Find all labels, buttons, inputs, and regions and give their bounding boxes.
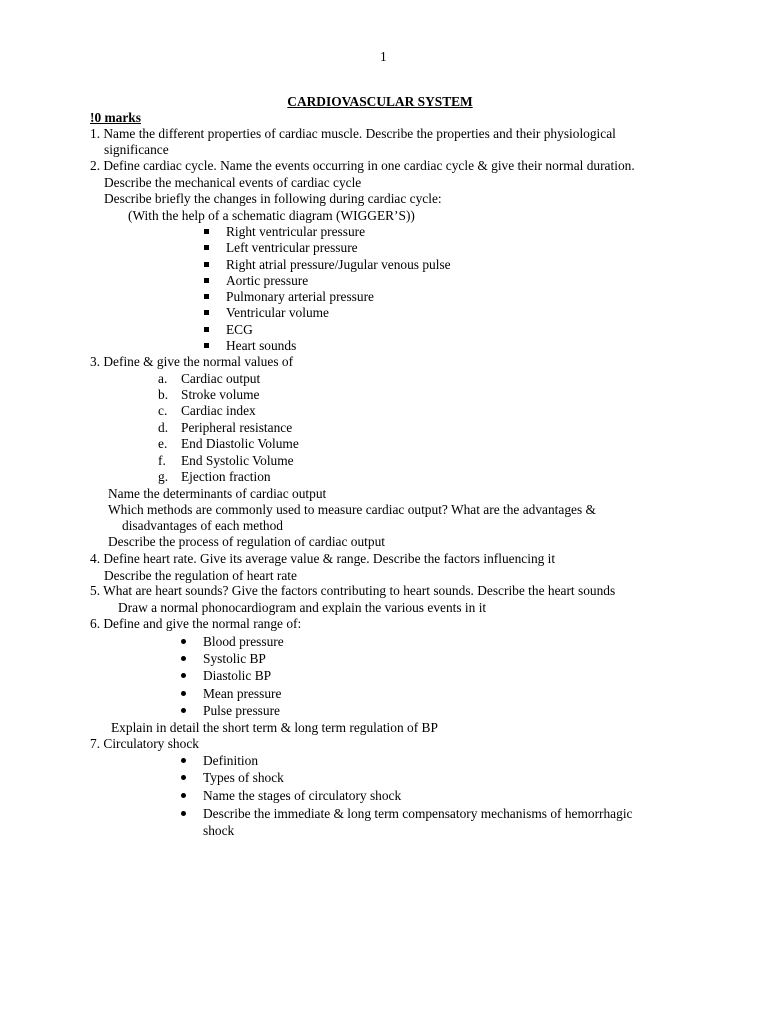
list-item bbox=[203, 770, 284, 786]
list-item bbox=[203, 668, 271, 684]
list-item-text: End Diastolic Volume bbox=[181, 436, 299, 451]
q3-line2: Name the determinants of cardiac output bbox=[108, 486, 327, 501]
q3-line3: Which methods are commonly used to measure cardiac output? What are the advantages & bbox=[108, 502, 596, 517]
marks-heading: !0 marks bbox=[90, 110, 141, 125]
list-item-text: Stroke volume bbox=[181, 387, 260, 402]
list-item bbox=[203, 806, 632, 822]
list-item-text: ECG bbox=[226, 322, 253, 337]
square-bullet-icon bbox=[204, 245, 209, 250]
list-item bbox=[226, 273, 308, 289]
list-item bbox=[203, 686, 281, 702]
square-bullet-icon bbox=[204, 229, 209, 234]
square-bullet-icon bbox=[204, 294, 209, 299]
round-bullet-icon bbox=[181, 793, 186, 798]
list-item-text: Describe the immediate & long term compensatory mechanisms of hemorrhagic bbox=[203, 806, 633, 821]
q1-line1: 1. Name the different properties of cardiac muscle. Describe the properties and their physiological bbox=[90, 126, 616, 141]
square-bullet-icon bbox=[204, 343, 209, 348]
list-item-text: Definition bbox=[203, 753, 259, 768]
round-bullet-icon bbox=[181, 811, 186, 816]
list-item bbox=[203, 634, 284, 650]
list-item-letter: e. bbox=[158, 436, 168, 451]
round-bullet-icon bbox=[181, 639, 186, 644]
list-item bbox=[226, 305, 329, 321]
list-item bbox=[226, 240, 358, 256]
list-item bbox=[226, 257, 451, 273]
list-item-text: Cardiac output bbox=[181, 371, 261, 386]
list-item-letter: b. bbox=[158, 387, 169, 402]
round-bullet-icon bbox=[181, 656, 186, 661]
q2-line1: 2. Define cardiac cycle. Name the events occurring in one cardiac cycle & give their normal duration. bbox=[90, 158, 635, 173]
list-item-text: Blood pressure bbox=[203, 634, 284, 649]
q6-line1: 6. Define and give the normal range of: bbox=[90, 616, 302, 631]
list-item bbox=[158, 403, 256, 419]
list-item-text: Mean pressure bbox=[203, 686, 282, 701]
list-item-text: Right ventricular pressure bbox=[226, 224, 366, 239]
q7-line1: 7. Circulatory shock bbox=[90, 736, 199, 751]
list-item bbox=[226, 289, 374, 305]
q4-line1: 4. Define heart rate. Give its average value & range. Describe the factors influencing it bbox=[90, 551, 556, 566]
list-item bbox=[158, 436, 299, 452]
q3-line5: Describe the process of regulation of cardiac output bbox=[108, 534, 386, 549]
round-bullet-icon bbox=[181, 758, 186, 763]
list-item bbox=[158, 420, 293, 436]
q4-line2: Describe the regulation of heart rate bbox=[104, 568, 297, 583]
q6-line2: Explain in detail the short term & long term regulation of BP bbox=[111, 720, 438, 735]
q2-line2: Describe the mechanical events of cardiac cycle bbox=[104, 175, 362, 190]
square-bullet-icon bbox=[204, 327, 209, 332]
square-bullet-icon bbox=[204, 262, 209, 267]
round-bullet-icon bbox=[181, 708, 186, 713]
list-item-text: Cardiac index bbox=[181, 403, 256, 418]
list-item-text: Pulse pressure bbox=[203, 703, 280, 718]
list-item bbox=[226, 338, 296, 354]
list-item-letter: f. bbox=[158, 453, 166, 468]
list-item bbox=[158, 371, 261, 387]
list-item-text: Diastolic BP bbox=[203, 668, 272, 683]
list-item bbox=[203, 703, 280, 719]
list-item bbox=[203, 788, 401, 804]
list-item-letter: d. bbox=[158, 420, 169, 435]
list-item bbox=[226, 224, 365, 240]
q5-line1: 5. What are heart sounds? Give the factors contributing to heart sounds. Describe the heart sounds bbox=[90, 583, 616, 598]
q3-line1: 3. Define & give the normal values of bbox=[90, 354, 294, 369]
list-item-text: Heart sounds bbox=[226, 338, 297, 353]
list-item bbox=[203, 651, 266, 667]
list-item bbox=[158, 453, 294, 469]
q2-line3: Describe briefly the changes in following during cardiac cycle: bbox=[104, 191, 442, 206]
round-bullet-icon bbox=[181, 691, 186, 696]
list-item-text: Ventricular volume bbox=[226, 305, 329, 320]
page-title: CARDIOVASCULAR SYSTEM bbox=[287, 94, 473, 109]
list-item-text: Name the stages of circulatory shock bbox=[203, 788, 402, 803]
list-item-text: Right atrial pressure/Jugular venous pulse bbox=[226, 257, 451, 272]
page-number: 1 bbox=[380, 49, 387, 64]
list-item-text: Left ventricular pressure bbox=[226, 240, 358, 255]
list-item bbox=[226, 322, 253, 338]
list-item bbox=[203, 753, 258, 769]
round-bullet-icon bbox=[181, 775, 186, 780]
list-item-text: Aortic pressure bbox=[226, 273, 309, 288]
list-item-text: Peripheral resistance bbox=[181, 420, 293, 435]
list-item-continuation: shock bbox=[203, 823, 235, 838]
square-bullet-icon bbox=[204, 278, 209, 283]
list-item-text: End Systolic Volume bbox=[181, 453, 294, 468]
list-item-letter: c. bbox=[158, 403, 168, 418]
q3-line4: disadvantages of each method bbox=[122, 518, 284, 533]
q5-line2: Draw a normal phonocardiogram and explain the various events in it bbox=[118, 600, 487, 615]
round-bullet-icon bbox=[181, 673, 186, 678]
list-item bbox=[158, 469, 271, 485]
list-item bbox=[158, 387, 260, 403]
square-bullet-icon bbox=[204, 310, 209, 315]
q1-line2: significance bbox=[104, 142, 169, 157]
list-item-text: Ejection fraction bbox=[181, 469, 271, 484]
list-item-text: Systolic BP bbox=[203, 651, 266, 666]
list-item-letter: a. bbox=[158, 371, 168, 386]
list-item-letter: g. bbox=[158, 469, 169, 484]
list-item-text: Pulmonary arterial pressure bbox=[226, 289, 374, 304]
list-item-text: Types of shock bbox=[203, 770, 284, 785]
q2-line4: (With the help of a schematic diagram (WIGGER’S)) bbox=[128, 208, 415, 223]
